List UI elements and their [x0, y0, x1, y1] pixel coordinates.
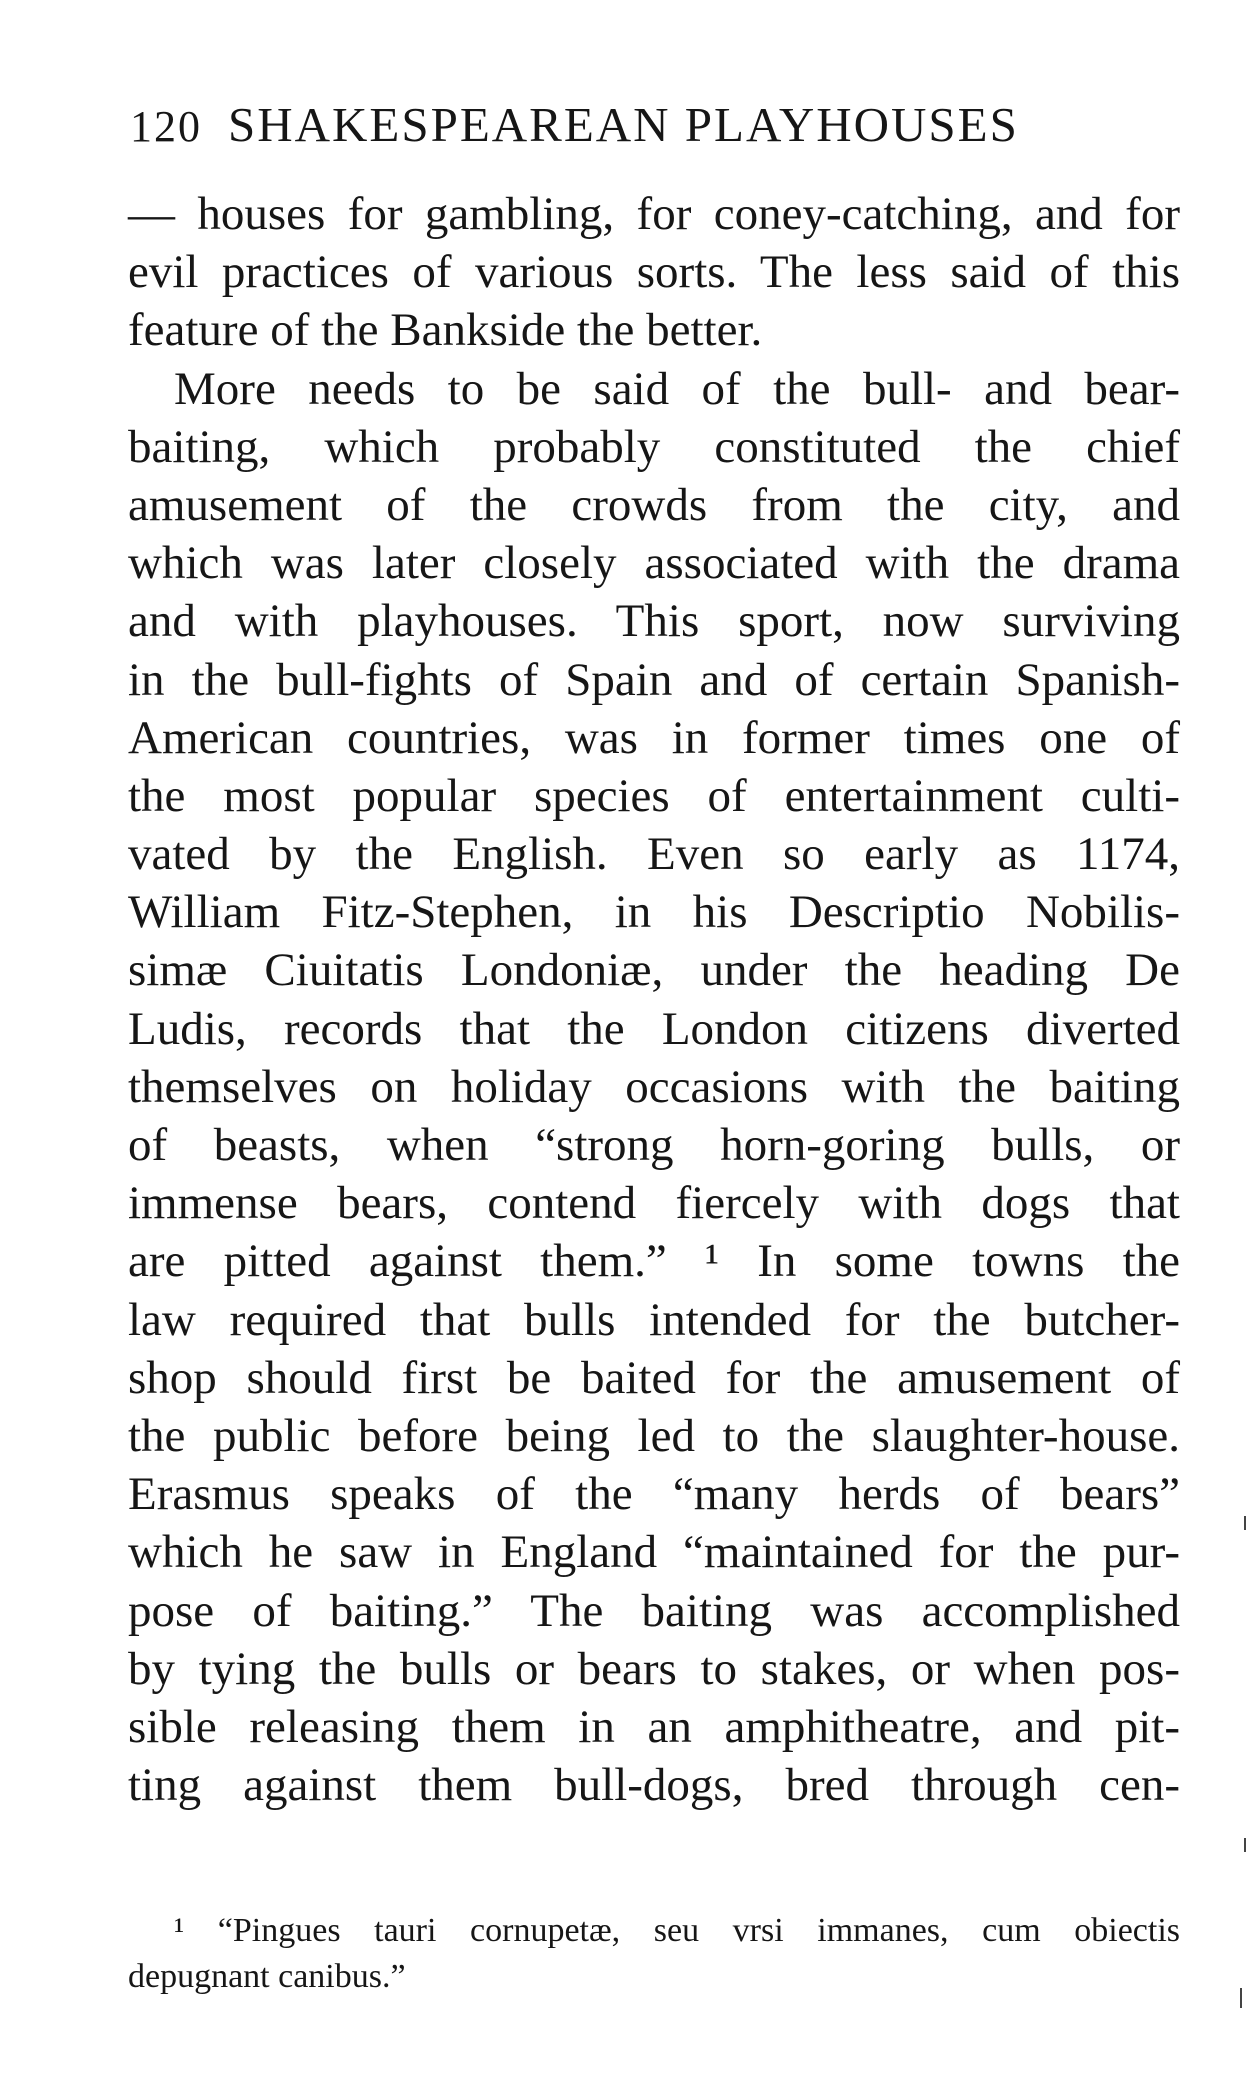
text-line: ting against them bull-dogs, bred through cen- — [128, 1759, 1180, 1812]
text-line: William Fitz-Stephen, in his Descriptio Nobilis- — [128, 886, 1180, 939]
text-line: immense bears, contend fiercely with dogs that — [128, 1177, 1180, 1230]
text-line: More needs to be said of the bull- and bear- — [174, 362, 1180, 415]
text-line: the most popular species of entertainment culti- — [128, 769, 1180, 822]
text-line: shop should first be baited for the amusement of — [128, 1351, 1180, 1404]
text-line: sible releasing them in an amphitheatre, and pit- — [128, 1700, 1180, 1753]
page-number: 120 — [130, 102, 202, 151]
text-line: which was later closely associated with the drama — [128, 537, 1180, 590]
page-header — [130, 96, 1180, 156]
text-line: Ludis, records that the London citizens diverted — [128, 1002, 1180, 1055]
text-line: are pitted against them.” ¹ In some towns the — [128, 1235, 1180, 1288]
margin-mark — [1244, 1838, 1246, 1852]
footnote-line: depugnant canibus.” — [128, 1958, 406, 1995]
text-line: American countries, was in former times one of — [128, 711, 1180, 764]
text-line: vated by the English. Even so early as 1174, — [128, 828, 1180, 881]
text-line: amusement of the crowds from the city, and — [128, 478, 1180, 531]
margin-mark — [1240, 1988, 1242, 2008]
text-line: and with playhouses. This sport, now surviving — [128, 595, 1180, 648]
text-line: themselves on holiday occasions with the baiting — [128, 1060, 1180, 1113]
text-line: Erasmus speaks of the “many herds of bears” — [128, 1468, 1180, 1521]
text-line: pose of baiting.” The baiting was accomplished — [128, 1584, 1180, 1637]
text-line: simæ Ciuitatis Londoniæ, under the heading De — [128, 944, 1180, 997]
text-line: feature of the Bankside the better. — [128, 304, 763, 357]
text-line: in the bull-fights of Spain and of certain Spanish- — [128, 653, 1180, 706]
margin-mark — [1244, 1516, 1246, 1530]
text-line: law required that bulls intended for the butcher- — [128, 1293, 1180, 1346]
text-line: — houses for gambling, for coney-catching, and for — [128, 188, 1180, 240]
text-line: baiting, which probably constituted the chief — [128, 420, 1180, 473]
running-head: SHAKESPEAREAN PLAYHOUSES — [228, 97, 1019, 152]
text-line: evil practices of various sorts. The less said of this — [128, 246, 1180, 299]
text-line: by tying the bulls or bears to stakes, or when pos- — [128, 1642, 1180, 1695]
text-line: of beasts, when “strong horn-goring bulls, or — [128, 1119, 1180, 1171]
body-text — [128, 185, 1180, 1814]
text-line: the public before being led to the slaughter-house. — [128, 1409, 1180, 1462]
footnote-line: ¹ “Pingues tauri cornupetæ, seu vrsi immanes, cum obiectis — [174, 1912, 1180, 1949]
text-line: which he saw in England “maintained for the pur- — [128, 1526, 1180, 1579]
footnote — [128, 1908, 1180, 2000]
